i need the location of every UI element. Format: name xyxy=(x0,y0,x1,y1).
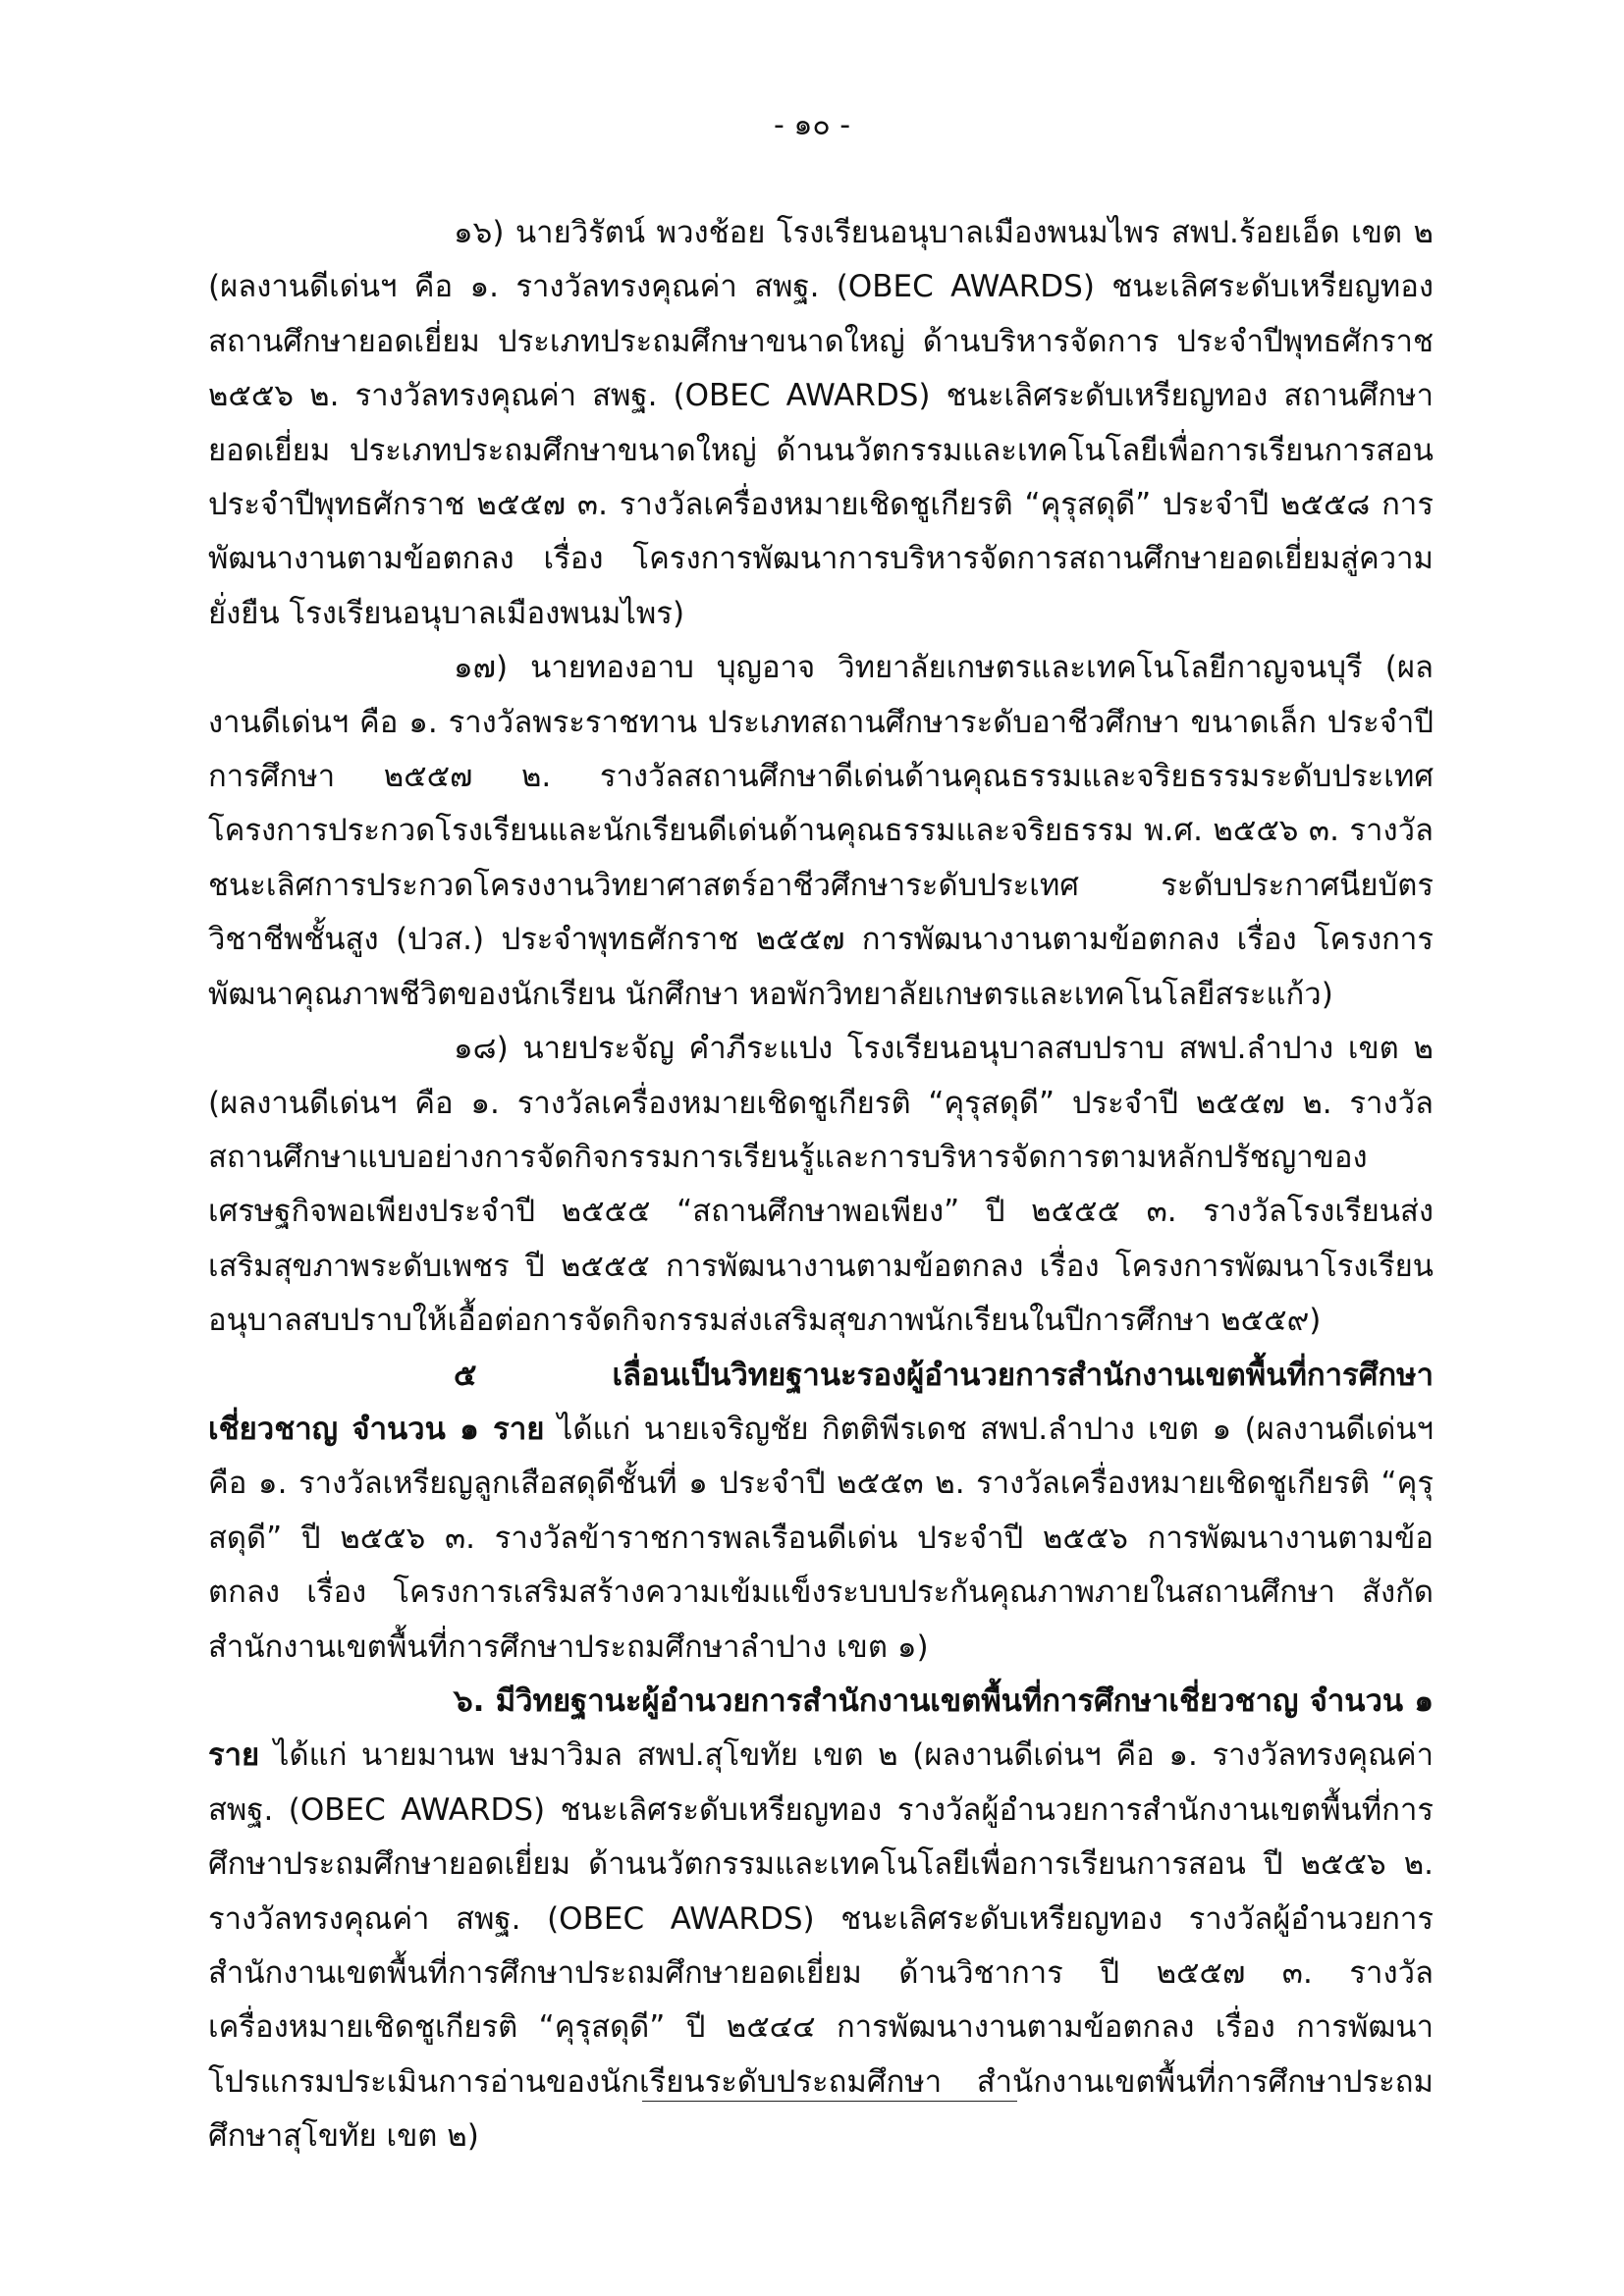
page-number: - ๑๐ - xyxy=(773,108,851,142)
awardee-16-paragraph: ๑๖) นายวิรัตน์ พวงช้อย โรงเรียนอนุบาลเมืองพนมไพร สพป.ร้อยเอ็ด เขต ๒ (ผลงานดีเด่นฯ คือ ๑. รางวัลทรงคุณค่า สพฐ. (OBEC AWARDS) ชนะเลิศระดับเหรียญทอง สถานศึกษายอดเยี่ยม ประเภทประถมศึกษาขนาดใหญ่ ด้านบริหารจัดการ ประจำปีพุทธศักราช ๒๕๕๖ ๒. รางวัลทรงคุณค่า สพฐ. (OBEC AWARDS) ชนะเลิศระดับเหรียญทอง สถานศึกษายอดเยี่ยม ประเภทประถมศึกษาขนาดใหญ่ ด้านนวัตกรรมและเทคโนโลยีเพื่อการเรียนการสอน ประจำปีพุทธศักราช ๒๕๕๗ ๓. รางวัลเครื่องหมายเชิดชูเกียรติ “คุรุสดุดี” ประจำปี ๒๕๕๘ การพัฒนางานตามข้อตกลง เรื่อง โครงการพัฒนาการบริหารจัดการสถานศึกษายอดเยี่ยมสู่ความยั่งยืน โรงเรียนอนุบาลเมืองพนมไพร) xyxy=(208,215,1434,631)
awardee-17-paragraph: ๑๗) นายทองอาบ บุญอาจ วิทยาลัยเกษตรและเทคโนโลยีกาญจนบุรี (ผลงานดีเด่นฯ คือ ๑. รางวัลพระราชทาน ประเภทสถานศึกษาระดับอาชีวศึกษา ขนาดเล็ก ประจำปีการศึกษา ๒๕๕๗ ๒. รางวัลสถานศึกษาดีเด่นด้านคุณธรรมและจริยธรรมระดับประเทศ โครงการประกวดโรงเรียนและนักเรียนดีเด่นด้านคุณธรรมและจริยธรรม พ.ศ. ๒๕๕๖ ๓. รางวัลชนะเลิศการประกวดโครงงานวิทยาศาสตร์อาชีวศึกษาระดับประเทศ ระดับประกาศนียบัตรวิชาชีพชั้นสูง (ปวส.) ประจำพุทธศักราช ๒๕๕๗ การพัฒนางานตามข้อตกลง เรื่อง โครงการพัฒนาคุณภาพชีวิตของนักเรียน นักศึกษา หอพักวิทยาลัยเกษตรและเทคโนโลยีสระแก้ว) xyxy=(208,650,1434,1012)
awardee-18-paragraph: ๑๘) นายประจัญ คำภีระแปง โรงเรียนอนุบาลสบปราบ สพป.ลำปาง เขต ๒ (ผลงานดีเด่นฯ คือ ๑. รางวัลเครื่องหมายเชิดชูเกียรติ “คุรุสดุดี” ประจำปี ๒๕๕๗ ๒. รางวัลสถานศึกษาแบบอย่างการจัดกิจกรรมการเรียนรู้และการบริหารจัดการตามหลักปรัชญาของเศรษฐกิจพอเพียงประจำปี ๒๕๕๕ “สถานศึกษาพอเพียง” ปี ๒๕๕๕ ๓. รางวัลโรงเรียนส่งเสริมสุขภาพระดับเพชร ปี ๒๕๕๕ การพัฒนางานตามข้อตกลง เรื่อง โครงการพัฒนาโรงเรียนอนุบาลสบปราบให้เอื้อต่อการจัดกิจกรรมส่งเสริมสุขภาพนักเรียนในปีการศึกษา ๒๕๕๙) xyxy=(208,1031,1434,1339)
section-5-heading: ๕ เลื่อนเป็นวิทยฐานะรองผู้อำนวยการสำนักงานเขตพื้นที่การศึกษาเชี่ยวชาญ จำนวน ๑ ราย xyxy=(208,1357,1434,1447)
footer-divider xyxy=(642,2101,1017,2102)
section-6-text: ได้แก่ นายมานพ ษมาวิมล สพป.สุโขทัย เขต ๒ (ผลงานดีเด่นฯ คือ ๑. รางวัลทรงคุณค่า สพฐ. (OBEC AWARDS) ชนะเลิศระดับเหรียญทอง รางวัลผู้อำนวยการสำนักงานเขตพื้นที่การศึกษาประถมศึกษายอดเยี่ยม ด้านนวัตกรรมและเทคโนโลยีเพื่อการเรียนการสอน ปี ๒๕๕๖ ๒. รางวัลทรงคุณค่า สพฐ. (OBEC AWARDS) ชนะเลิศระดับเหรียญทอง รางวัลผู้อำนวยการสำนักงานเขตพื้นที่การศึกษาประถมศึกษายอดเยี่ยม ด้านวิชาการ ปี ๒๕๕๗ ๓. รางวัลเครื่องหมายเชิดชูเกียรติ “คุรุสดุดี” ปี ๒๕๔๔ การพัฒนางานตามข้อตกลง เรื่อง การพัฒนาโปรแกรมประเมินการอ่านของนักเรียนระดับประถมศึกษา สำนักงานเขตพื้นที่การศึกษาประถมศึกษาสุโขทัย เขต ๒) xyxy=(208,1737,1434,2155)
document-body xyxy=(208,206,1434,2164)
section-5-paragraph xyxy=(208,1349,1434,1675)
section-5-text: ได้แก่ นายเจริญชัย กิตติพีรเดช สพป.ลำปาง เขต ๑ (ผลงานดีเด่นฯ คือ ๑. รางวัลเหรียญลูกเสือสดุดีชั้นที่ ๑ ประจำปี ๒๕๕๓ ๒. รางวัลเครื่องหมายเชิดชูเกียรติ “คุรุสดุดี” ปี ๒๕๕๖ ๓. รางวัลข้าราชการพลเรือนดีเด่น ประจำปี ๒๕๕๖ การพัฒนางานตามข้อตกลง เรื่อง โครงการเสริมสร้างความเข้มแข็งระบบประกันคุณภาพภายในสถานศึกษา สังกัดสำนักงานเขตพื้นที่การศึกษาประถมศึกษาลำปาง เขต ๑) xyxy=(208,1411,1434,1665)
section-6-paragraph xyxy=(208,1675,1434,2164)
section-6-heading: ๖. มีวิทยฐานะผู้อำนวยการสำนักงานเขตพื้นที่การศึกษาเชี่ยวชาญ จำนวน ๑ ราย xyxy=(208,1682,1434,1774)
